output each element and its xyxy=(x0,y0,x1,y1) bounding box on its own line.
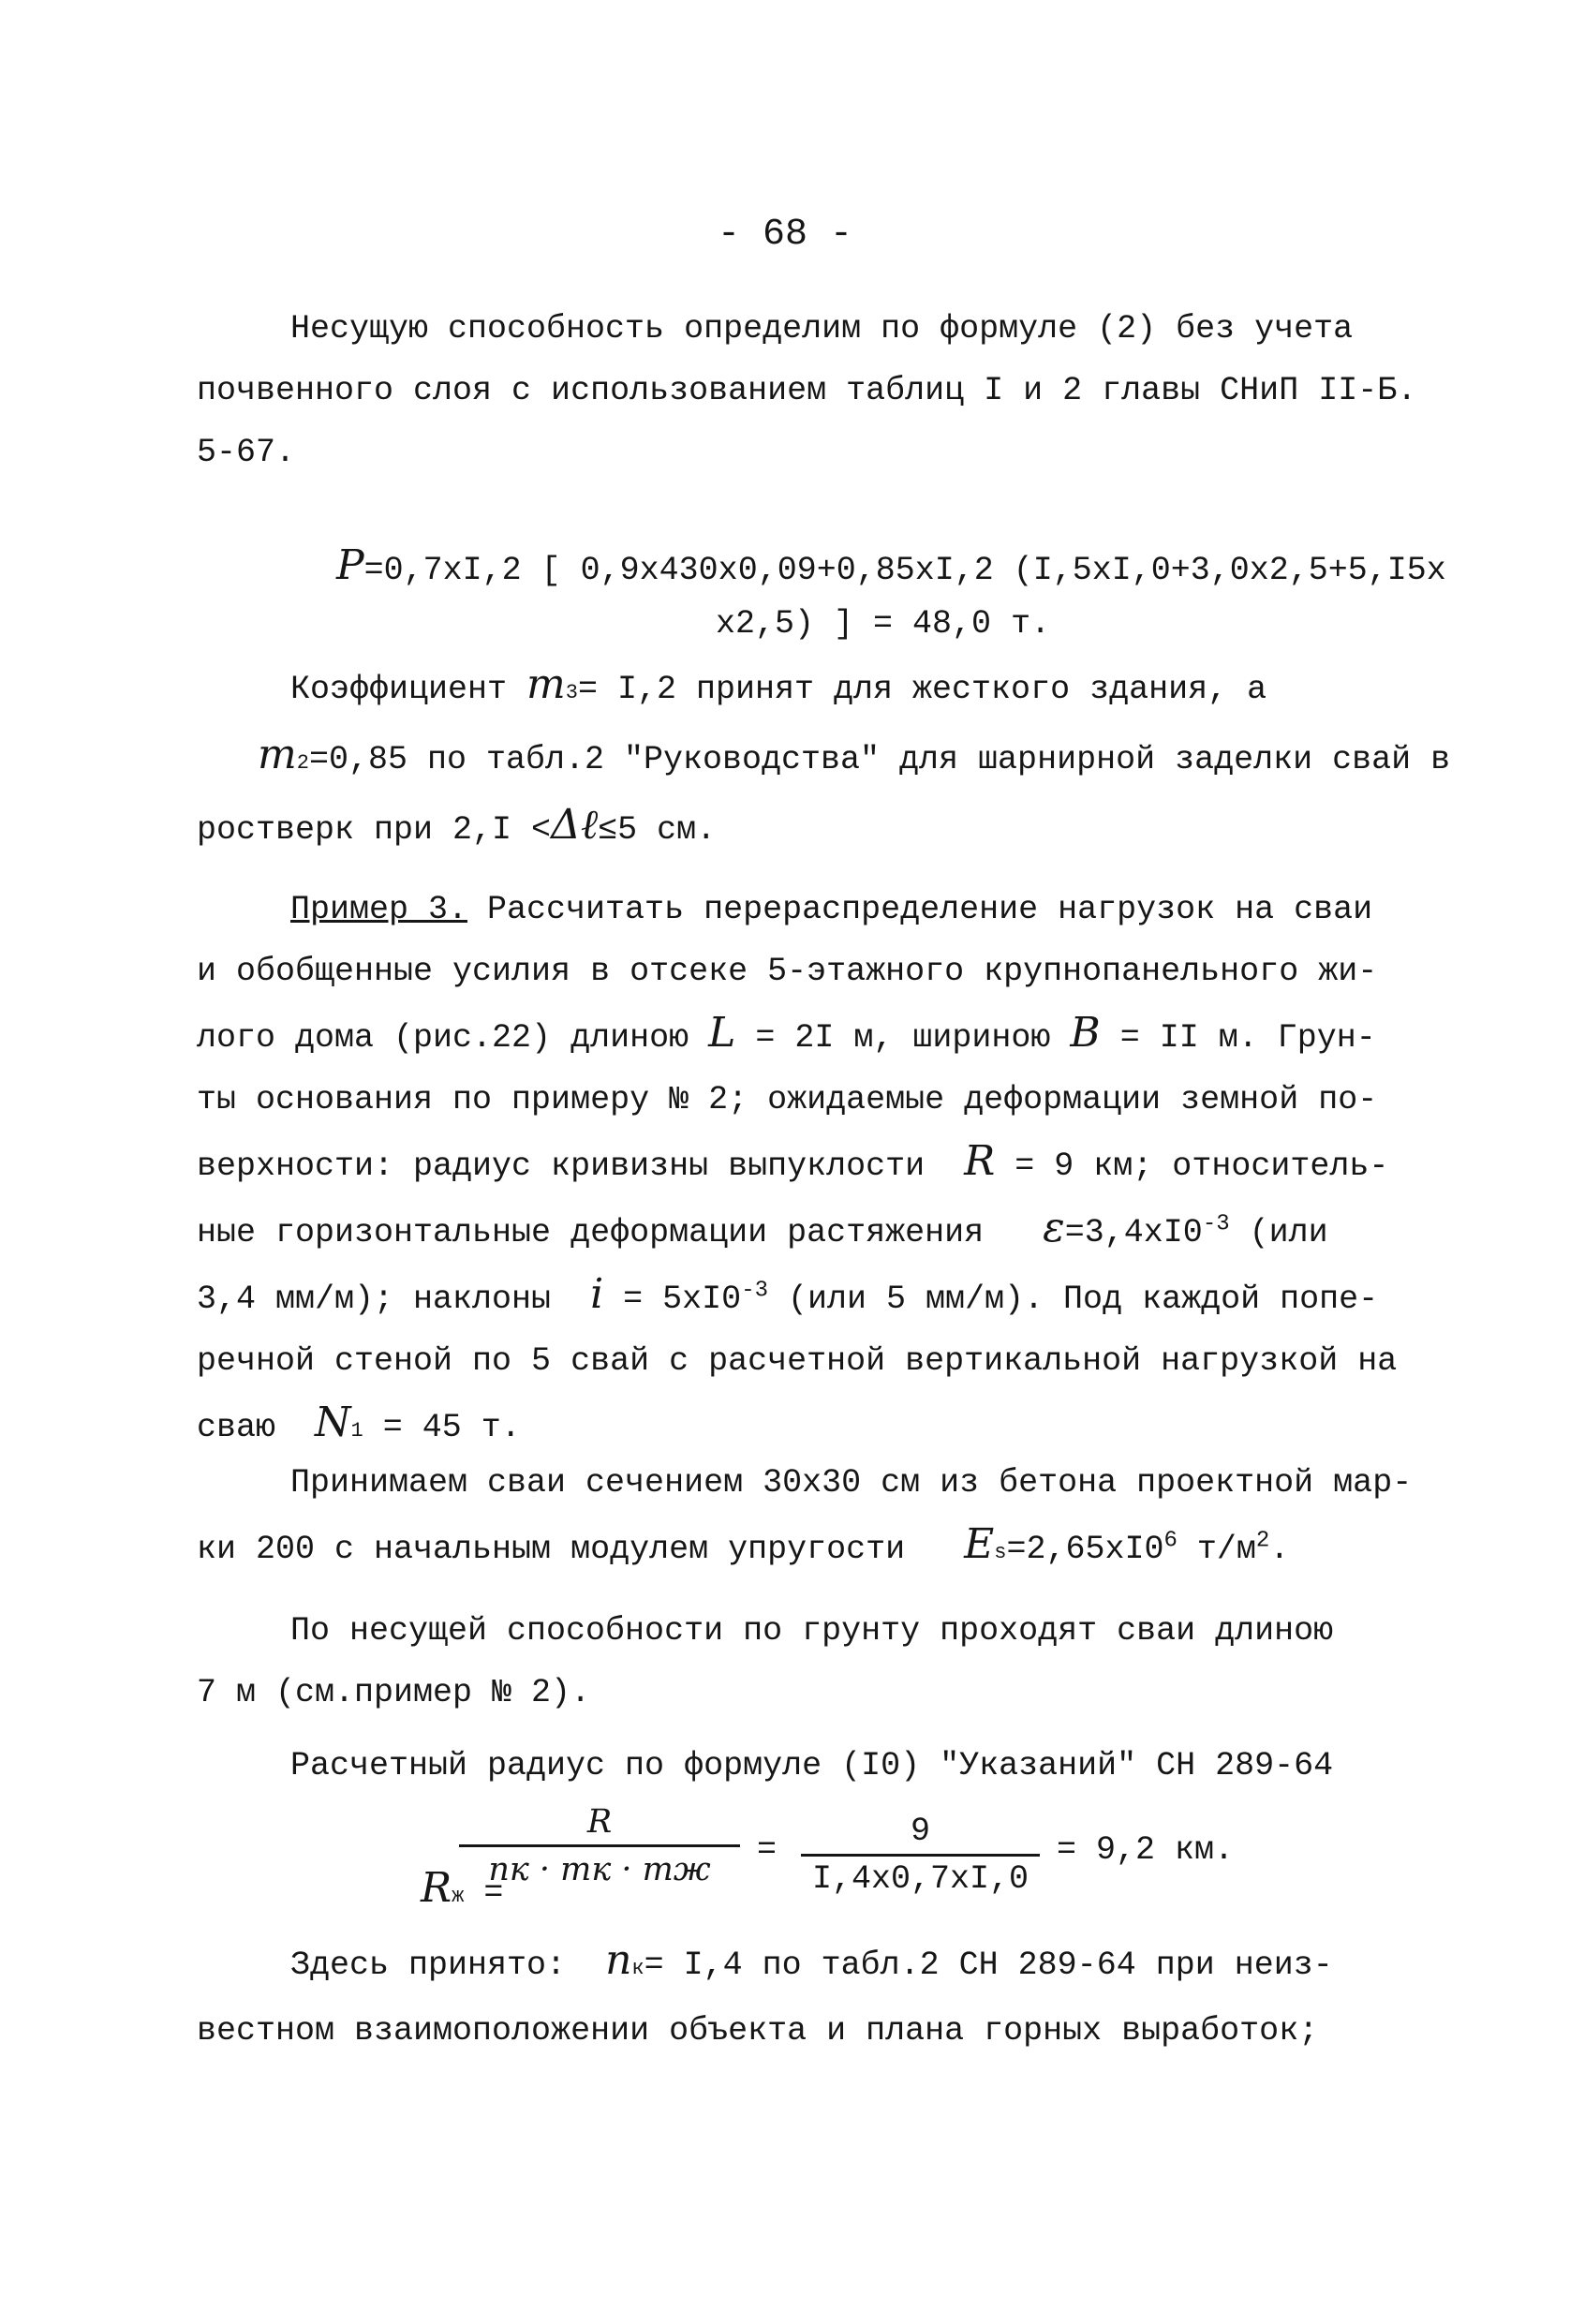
text-line: почвенного слоя с использованием таблиц I и 2 главы СНиП II-Б. xyxy=(197,372,1417,409)
text-fragment: 3,4 мм/м); наклоны xyxy=(197,1280,591,1318)
text-fragment: верхности: радиус кривизны выпуклости xyxy=(197,1147,965,1185)
paragraph-assumed xyxy=(197,1930,1382,2062)
formula-result: = 9,2 км. xyxy=(1057,1831,1235,1869)
text-fragment: (или 5 мм/м). Под каждой попе- xyxy=(768,1280,1379,1318)
math-subscript: 1 xyxy=(350,1419,363,1443)
math-symbol: N xyxy=(315,1399,351,1446)
paragraph-pile-length xyxy=(197,1600,1382,1724)
math-symbol: R xyxy=(421,1864,452,1912)
fraction-bar xyxy=(459,1844,740,1847)
text-fragment: ≤5 см. xyxy=(598,811,717,849)
text-line: По несущей способности по грунту проходят сваи длиною xyxy=(290,1612,1334,1650)
math-symbol: E xyxy=(964,1520,995,1568)
math-symbol: R xyxy=(964,1137,996,1185)
text-line: 5-67. xyxy=(197,434,296,471)
text-line xyxy=(197,654,1382,724)
text-fragment: . xyxy=(1269,1531,1290,1568)
text-line: и обобщенные усилия в отсеке 5-этажного крупнопанельного жи- xyxy=(197,953,1378,990)
math-symbol: Δℓ xyxy=(551,801,599,849)
text-fragment: = I,4 по табл.2 СН 289-64 при неиз- xyxy=(644,1947,1333,1984)
text-fragment: ки 200 с начальным модулем упругости xyxy=(197,1531,965,1568)
text-line xyxy=(197,1264,1382,1330)
text-fragment: = II м. Грун- xyxy=(1100,1019,1376,1057)
math-symbol: L xyxy=(708,1009,736,1057)
math-symbol: i xyxy=(590,1270,604,1318)
math-subscript: к xyxy=(631,1957,644,1980)
text-line xyxy=(197,1002,1382,1069)
text-fragment: =0,85 по табл.2 "Руководства" для шарнирной заделки свай в xyxy=(308,741,1451,778)
equals-sign: = xyxy=(483,1874,504,1912)
text-line: ты основания по примеру № 2; ожидаемые деформации земной по- xyxy=(197,1081,1378,1118)
math-subscript: 2 xyxy=(296,751,309,775)
math-symbol: m xyxy=(258,731,297,778)
text-fragment: ростверк при 2,I < xyxy=(197,811,552,849)
text-line: Расчетный радиус по формуле (I0) "Указаний" СН 289-64 xyxy=(290,1747,1334,1784)
text-line: речной стеной по 5 свай с расчетной вертикальной нагрузкой на xyxy=(197,1342,1398,1380)
text-line xyxy=(197,1197,1382,1264)
paragraph-example-3 xyxy=(197,879,1398,1462)
math-subscript: ж xyxy=(452,1885,465,1908)
fraction-numerator: R xyxy=(586,1803,613,1841)
math-subscript: 3 xyxy=(565,681,578,704)
text-line: Несущую способность определим по формуле (2) без учета xyxy=(290,310,1354,348)
text-fragment: ные горизонтальные деформации растяжения xyxy=(197,1214,1044,1251)
text-fragment: Рассчитать перераспределение нагрузок на сваи xyxy=(467,891,1373,928)
formula-text: =0,7xI,2 [ 0,9x430x0,09+0,85xI,2 (I,5xI,0+3,0x2,5+5,I5x xyxy=(363,552,1446,589)
paragraph-coefficient xyxy=(197,654,1451,861)
text-fragment: (или xyxy=(1229,1214,1328,1251)
fraction-denominator: I,4x0,7xI,0 xyxy=(811,1860,1029,1898)
text-line: Принимаем сваи сечением 30x30 см из бетона проектной мар- xyxy=(290,1464,1413,1502)
formula-text: x2,5) ] = 48,0 т. xyxy=(716,605,1051,643)
fraction-bar xyxy=(801,1854,1040,1857)
example-label: Пример 3. xyxy=(290,891,468,928)
text-line xyxy=(197,1514,1382,1584)
text-fragment: сваю xyxy=(197,1409,316,1446)
math-symbol: B xyxy=(1070,1009,1101,1057)
text-fragment: =2,65xI0 xyxy=(1006,1531,1164,1568)
paragraph-bearing-capacity xyxy=(197,298,1417,483)
math-subscript: s xyxy=(994,1541,1007,1564)
math-superscript: -3 xyxy=(741,1278,768,1304)
fraction-numerator: 9 xyxy=(910,1813,930,1850)
text-fragment: = I,2 принят для жесткого здания, а xyxy=(577,671,1267,708)
text-line xyxy=(197,1131,1389,1197)
paragraph-design-radius xyxy=(197,1735,1382,1797)
text-fragment: Здесь принято: xyxy=(290,1947,606,1984)
fraction-r-over-factors xyxy=(459,1803,740,1888)
fraction-denominator: nк · mк · mж xyxy=(488,1851,711,1888)
text-line: 7 м (см.пример № 2). xyxy=(197,1674,591,1711)
formula-symbol: P xyxy=(336,541,364,589)
text-line xyxy=(197,1930,1382,2000)
fraction-numeric xyxy=(801,1813,1040,1898)
page-number: - 68 - xyxy=(717,214,853,256)
text-fragment: = 45 т. xyxy=(363,1409,521,1446)
math-superscript: 6 xyxy=(1163,1528,1178,1554)
text-fragment: = 9 км; относитель- xyxy=(995,1147,1389,1185)
text-fragment: лого дома (рис.22) длиною xyxy=(197,1019,709,1057)
math-symbol: n xyxy=(605,1936,632,1984)
text-line: вестном взаимоположении объекта и плана горных выработок; xyxy=(197,2012,1319,2050)
math-symbol: ε xyxy=(1043,1204,1065,1251)
paragraph-piles-section xyxy=(197,1452,1413,1584)
formula-equals: = xyxy=(757,1831,778,1869)
math-symbol: m xyxy=(526,660,566,708)
text-fragment: т/м xyxy=(1177,1531,1256,1568)
text-fragment: =3,4xI0 xyxy=(1064,1214,1203,1251)
text-fragment: Коэффициент xyxy=(290,671,527,708)
text-line xyxy=(197,724,1451,794)
math-superscript: 2 xyxy=(1255,1528,1270,1554)
text-line xyxy=(197,879,1382,940)
text-line xyxy=(197,794,1382,861)
text-fragment: = 2I м, шириною xyxy=(735,1019,1071,1057)
text-fragment: = 5xI0 xyxy=(603,1280,742,1318)
math-superscript: -3 xyxy=(1202,1211,1230,1237)
